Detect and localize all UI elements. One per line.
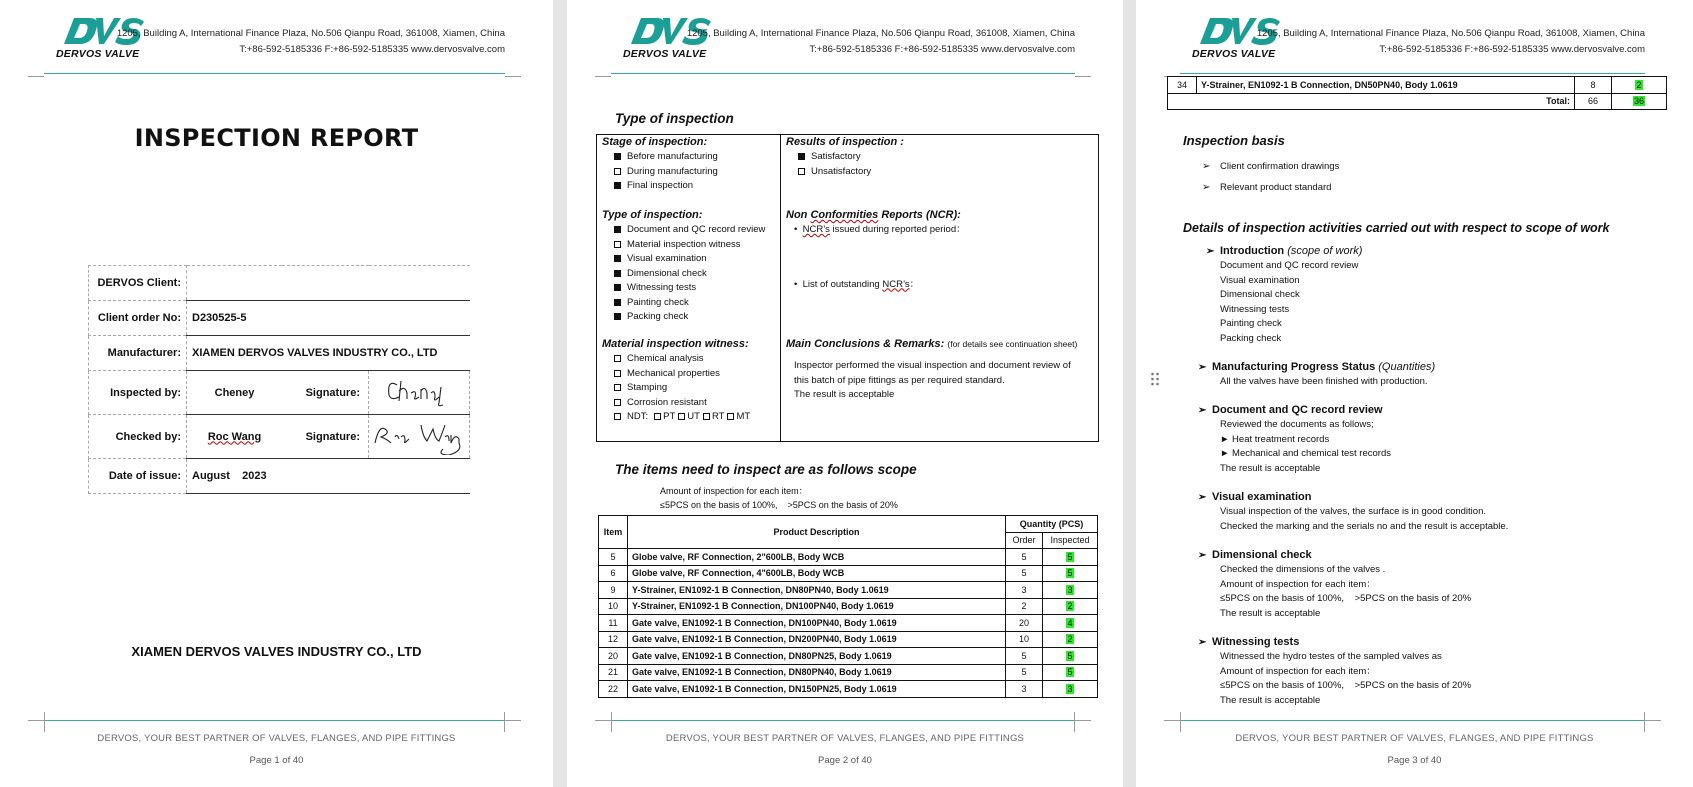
table-row	[599, 582, 1098, 599]
order-label: Client order No:	[89, 301, 187, 336]
checklist-label: Visual examination	[627, 253, 707, 264]
ndt-options	[648, 411, 750, 422]
info-row	[89, 415, 470, 459]
header-rule	[44, 73, 505, 74]
conclusions-heading	[786, 338, 1092, 350]
checklist-item	[602, 352, 750, 367]
ndt-option-label: RT	[711, 411, 725, 422]
document-page-3	[1136, 0, 1693, 787]
checkbox-icon[interactable]	[798, 168, 805, 175]
row-item: 9	[599, 582, 628, 599]
report-title: INSPECTION REPORT	[134, 124, 419, 152]
row-desc: Y-Strainer, EN1092-1 B Connection, DN50PN40, Body 1.0619	[1197, 77, 1575, 94]
basis-item: Client confirmation drawings	[1220, 161, 1340, 172]
crop-mark	[505, 70, 521, 77]
inspector-signature	[369, 371, 470, 415]
ncr-outstanding-item: • List of outstanding NCR’s：	[794, 278, 920, 290]
arrow-bullet-icon: ➢	[1202, 182, 1211, 193]
type-of-inspection-heading: Type of inspection	[615, 111, 734, 126]
row-inspected: 2	[1067, 634, 1073, 645]
row-inspected: 5	[1067, 650, 1073, 661]
conclusions-section	[786, 338, 1092, 403]
block-line: Packing check	[1220, 332, 1282, 344]
order-value[interactable]: D230525-5	[187, 301, 470, 336]
checker-name[interactable]: Roc Wang	[207, 430, 262, 443]
block-line: Heat treatment records	[1232, 433, 1330, 445]
col-order-header: Order	[1006, 532, 1043, 549]
crop-mark	[28, 70, 44, 77]
list-item	[1202, 182, 1339, 203]
material-heading: Material inspection witness:	[602, 338, 749, 350]
table-row	[599, 648, 1098, 665]
row-desc: Gate valve, EN1092-1 B Connection, DN80PN40, Body 1.0619	[628, 664, 1006, 681]
drag-handle-icon[interactable]	[1150, 371, 1160, 387]
ndt-option	[654, 411, 675, 422]
checklist-label: Stamping	[627, 382, 668, 393]
row-item: 10	[599, 598, 628, 615]
crop-mark	[1644, 712, 1645, 732]
row-desc: Gate valve, EN1092-1 B Connection, DN100PN40, Body 1.0619	[628, 615, 1006, 632]
company-name: XIAMEN DERVOS VALVES INDUSTRY CO., LTD	[131, 644, 422, 659]
company-address-block	[1257, 26, 1645, 58]
crop-mark	[611, 712, 612, 732]
checkbox-icon[interactable]	[614, 370, 621, 377]
header-rule	[1180, 73, 1645, 74]
checklist-item	[602, 310, 765, 325]
inspector-name[interactable]: Cheney	[187, 371, 283, 415]
report-info-table	[88, 265, 470, 494]
crop-mark	[1075, 70, 1091, 77]
results-section	[786, 136, 904, 179]
intro-lines	[1206, 259, 1676, 346]
footer-rule	[611, 720, 1075, 721]
checklist-item	[602, 281, 765, 296]
info-row	[89, 301, 470, 336]
company-contact: T:+86-592-5185336 F:+86-592-5185335 www.dervosvalve.com	[239, 44, 505, 55]
ndt-option	[703, 411, 725, 422]
conclusions-heading-text: Main Conclusions & Remarks:	[786, 338, 945, 350]
conclusion-line: Inspector performed the visual inspection and document review of	[794, 360, 1071, 371]
logo-text: DERVOS VALVE	[1192, 48, 1276, 60]
block-line: Checked the dimensions of the valves .	[1220, 564, 1386, 575]
block-line: Checked the marking and the serials no and the result is acceptable.	[1220, 520, 1509, 532]
company-address: 1205, Building A, International Finance Plaza, No.506 Qianpu Road, 361008, Xiamen, China	[116, 28, 505, 39]
manufacturer-label: Manufacturer:	[89, 336, 187, 371]
checkbox-icon[interactable]	[654, 413, 661, 420]
checklist-item	[602, 267, 765, 282]
column-divider	[780, 135, 781, 441]
row-inspected: 2	[1636, 79, 1642, 90]
intro-block	[1206, 243, 1676, 346]
items-table	[598, 515, 1098, 698]
checklist-label: Chemical analysis	[627, 353, 704, 364]
stage-section	[602, 136, 718, 194]
crop-mark	[1645, 720, 1661, 721]
checkbox-icon[interactable]	[614, 168, 621, 175]
col-qty-header: Quantity (PCS)	[1006, 516, 1098, 533]
row-item: 34	[1168, 77, 1197, 94]
block-line: Amount of inspection for each item：	[1220, 578, 1376, 590]
items-table-head	[599, 516, 1098, 549]
block-line: Mechanical and chemical test records	[1232, 448, 1391, 459]
row-inspected: 2	[1067, 601, 1073, 612]
row-item: 11	[599, 615, 628, 632]
crop-mark	[595, 720, 611, 721]
type-list	[602, 223, 765, 325]
row-desc: Globe valve, RF Connection, 4"600LB, Body WCB	[628, 565, 1006, 582]
dimensional-title: Dimensional check	[1212, 549, 1312, 561]
row-order: 20	[1006, 615, 1043, 632]
conclusion-line: The result is acceptable	[794, 389, 895, 400]
page-header	[1136, 0, 1693, 80]
arrow-bullet-icon: ➢	[1202, 161, 1211, 172]
ncr-issued-text: issued during reported period：	[829, 224, 966, 235]
row-order: 5	[1006, 664, 1043, 681]
witnessing-title: Witnessing tests	[1212, 636, 1300, 648]
checkbox-checked-icon[interactable]	[614, 255, 621, 262]
ndt-option-label: PT	[663, 411, 676, 422]
row-order: 3	[1006, 681, 1043, 698]
table-row	[1168, 77, 1667, 94]
ncr-outstanding-word: NCR’s	[882, 278, 910, 290]
ncr-outstanding-colon: ：	[909, 278, 920, 290]
col-inspected-header: Inspected	[1043, 532, 1098, 549]
material-list	[602, 352, 750, 410]
checkbox-icon[interactable]	[678, 413, 685, 420]
signature-image	[369, 371, 469, 411]
checklist-item	[602, 296, 765, 311]
info-row	[89, 371, 470, 415]
signature-label: Signature:	[282, 415, 369, 459]
checkbox-checked-icon[interactable]	[614, 313, 621, 320]
block-line: Amount of inspection for each item：	[1220, 665, 1376, 677]
manufacturer-value[interactable]: XIAMEN DERVOS VALVES INDUSTRY CO., LTD	[187, 336, 470, 371]
info-row	[89, 336, 470, 371]
signature-image	[369, 415, 469, 455]
checklist-item	[786, 165, 904, 180]
items-table-body	[599, 549, 1098, 698]
row-inspected: 5	[1067, 568, 1073, 579]
crop-mark	[595, 70, 611, 77]
checkbox-icon[interactable]	[614, 355, 621, 362]
inspection-basis-heading: Inspection basis	[1183, 133, 1285, 148]
row-desc: Gate valve, EN1092-1 B Connection, DN150PN25, Body 1.0619	[628, 681, 1006, 698]
checklist-label: Packing check	[627, 311, 689, 322]
ncr-outstanding-text: List of outstanding	[802, 278, 883, 290]
table-row	[599, 615, 1098, 632]
arrow-bullet-icon: ➢	[1198, 492, 1207, 503]
ndt-label: NDT:	[627, 411, 649, 422]
block-line: Witnessed the hydro testes of the sampled valves as	[1220, 651, 1442, 662]
row-desc: Globe valve, RF Connection, 2"600LB, Body WCB	[628, 549, 1006, 566]
crop-mark	[1180, 712, 1181, 732]
total-label: Total:	[1197, 93, 1575, 110]
row-item: 6	[599, 565, 628, 582]
document-page-1	[0, 0, 553, 787]
row-desc: Y-Strainer, EN1092-1 B Connection, DN100PN40, Body 1.0619	[628, 598, 1006, 615]
arrow-bullet-icon: ➢	[1198, 637, 1207, 648]
block-line: Visual inspection of the valves, the surface is in good condition.	[1220, 506, 1486, 517]
page-header	[567, 0, 1123, 80]
info-row	[89, 266, 470, 301]
checkbox-icon[interactable]	[614, 384, 621, 391]
visual-block	[1198, 489, 1668, 534]
block-line: ≤5PCS on the basis of 100%, >5PCS on the basis of 20%	[1220, 593, 1472, 604]
date-value[interactable]: August 2023	[187, 459, 470, 494]
stage-list	[602, 150, 718, 194]
block-line: All the valves have been finished with production.	[1220, 376, 1428, 387]
crop-mark	[504, 712, 505, 732]
results-list	[786, 150, 904, 179]
row-order: 8	[1575, 77, 1612, 94]
checkbox-checked-icon[interactable]	[798, 153, 805, 160]
row-order: 5	[1006, 565, 1043, 582]
footer-slogan: DERVOS, YOUR BEST PARTNER OF VALVES, FLANGES, AND PIPE FITTINGS	[1235, 733, 1594, 744]
col-item-header: Item	[599, 516, 628, 549]
checklist-item	[602, 367, 750, 382]
logo-text: DERVOS VALVE	[623, 48, 707, 60]
row-order: 2	[1006, 598, 1043, 615]
ndt-option	[678, 411, 700, 422]
crop-mark	[505, 720, 521, 721]
checklist-item	[602, 223, 765, 238]
arrow-bullet-icon: ➢	[1198, 362, 1207, 373]
ndt-option-label: UT	[687, 411, 700, 422]
block-line: Document and QC record review	[1220, 260, 1359, 271]
row-order: 10	[1006, 631, 1043, 648]
checkbox-checked-icon[interactable]	[614, 153, 621, 160]
checkbox-checked-icon[interactable]	[614, 226, 621, 233]
col-desc-header: Product Description	[628, 516, 1006, 549]
table-row	[599, 565, 1098, 582]
row-item: 20	[599, 648, 628, 665]
checklist-label: Before manufacturing	[627, 151, 718, 162]
checklist-item	[786, 150, 904, 165]
block-line: The result is acceptable	[1220, 462, 1321, 474]
visual-title: Visual examination	[1212, 491, 1312, 503]
checkbox-icon[interactable]	[703, 413, 710, 420]
checkbox-checked-icon[interactable]	[614, 182, 621, 189]
list-item	[1202, 161, 1339, 182]
row-desc: Y-Strainer, EN1092-1 B Connection, DN80PN40, Body 1.0619	[628, 582, 1006, 599]
checklist-label: Final inspection	[627, 180, 694, 191]
ndt-option-label: MT	[736, 411, 751, 422]
results-heading: Results of inspection :	[786, 136, 904, 148]
page-number: Page 2 of 40	[818, 755, 872, 766]
checklist-item	[602, 252, 765, 267]
header-rule	[611, 73, 1075, 74]
ndt-option	[727, 411, 750, 422]
items-table-continued	[1167, 76, 1667, 110]
row-order: 5	[1006, 648, 1043, 665]
checklist-label: Material inspection witness	[627, 238, 741, 250]
crop-mark	[1164, 720, 1180, 721]
total-row	[1168, 93, 1667, 110]
checklist-label: Document and QC record review	[627, 224, 766, 235]
row-item: 21	[599, 664, 628, 681]
arrow-bullet-icon: ➢	[1198, 405, 1207, 416]
info-row	[89, 459, 470, 494]
company-address: 1205, Building A, International Finance Plaza, No.506 Qianpu Road, 361008, Xiamen, China	[1256, 28, 1645, 39]
footer-rule	[44, 720, 505, 721]
checklist-label: Satisfactory	[811, 151, 861, 162]
checklist-item	[602, 150, 718, 165]
row-desc: Gate valve, EN1092-1 B Connection, DN80PN25, Body 1.0619	[628, 648, 1006, 665]
checkbox-checked-icon[interactable]	[614, 284, 621, 291]
checkbox-checked-icon[interactable]	[614, 299, 621, 306]
company-address-block	[687, 26, 1075, 58]
crop-mark	[1075, 720, 1091, 721]
conclusions-note: (for details see continuation sheet)	[947, 339, 1078, 349]
checked-label: Checked by:	[89, 415, 187, 459]
checkbox-icon[interactable]	[614, 399, 621, 406]
total-inspected: 36	[1633, 96, 1644, 107]
checklist-label: Corrosion resistant	[627, 396, 707, 408]
row-order: 5	[1006, 549, 1043, 566]
items-heading: The items need to inspect are as follows scope	[615, 462, 917, 477]
ndt-row	[602, 410, 750, 425]
checkbox-icon[interactable]	[614, 241, 621, 248]
block-line: The result is acceptable	[1220, 694, 1321, 706]
progress-block	[1198, 359, 1668, 390]
checklist-label: Unsatisfactory	[811, 165, 872, 177]
company-contact: T:+86-592-5185336 F:+86-592-5185335 www.dervosvalve.com	[809, 44, 1075, 55]
table-row	[599, 598, 1098, 615]
company-contact: T:+86-592-5185336 F:+86-592-5185335 www.dervosvalve.com	[1379, 44, 1645, 55]
block-line: Painting check	[1220, 318, 1282, 329]
logo-text: DERVOS VALVE	[56, 48, 140, 60]
intro-title: Introduction	[1220, 245, 1285, 257]
block-line: Witnessing tests	[1220, 303, 1290, 315]
checkbox-icon[interactable]	[727, 413, 734, 420]
ncr-heading	[786, 209, 966, 221]
checklist-label: During manufacturing	[627, 165, 718, 177]
type-section	[602, 209, 765, 325]
ncr-heading-text: Conformities	[810, 209, 879, 221]
dimensional-block	[1198, 547, 1668, 621]
checklist-item	[602, 238, 765, 253]
stage-heading: Stage of inspection:	[602, 136, 708, 148]
conclusion-line: this batch of pipe fittings as per required standard.	[794, 374, 1005, 386]
checklist-item	[602, 381, 750, 396]
block-line: Reviewed the documents as follows;	[1220, 419, 1374, 430]
checkbox-checked-icon[interactable]	[614, 270, 621, 277]
checklist-label: Dimensional check	[627, 267, 707, 279]
row-desc: Gate valve, EN1092-1 B Connection, DN200PN40, Body 1.0619	[628, 631, 1006, 648]
details-heading: Details of inspection activities carried out with respect to scope of work	[1183, 221, 1610, 235]
block-line: Visual examination	[1220, 274, 1300, 286]
inspection-basis-list	[1202, 161, 1339, 203]
footer-slogan: DERVOS, YOUR BEST PARTNER OF VALVES, FLANGES, AND PIPE FITTINGS	[97, 733, 456, 744]
checklist-item	[602, 165, 718, 180]
ncr-heading-text: Non	[786, 209, 811, 221]
docqc-title: Document and QC record review	[1212, 404, 1383, 416]
table-row	[599, 681, 1098, 698]
intro-suffix: (scope of work)	[1287, 245, 1363, 257]
row-inspected: 3	[1067, 584, 1073, 595]
page-gap	[553, 0, 567, 787]
row-order: 3	[1006, 582, 1043, 599]
witnessing-block	[1198, 634, 1668, 708]
page-gap	[1123, 0, 1136, 787]
progress-title: Manufacturing Progress Status	[1212, 361, 1376, 373]
checklist-item	[602, 396, 750, 411]
client-label: DERVOS Client:	[89, 266, 187, 301]
date-label: Date of issue:	[89, 459, 187, 494]
basis-item: Relevant product standard	[1220, 182, 1332, 193]
client-value[interactable]	[187, 266, 470, 301]
table-row	[599, 631, 1098, 648]
crop-mark	[44, 712, 45, 732]
document-page-2	[567, 0, 1123, 787]
crop-mark	[28, 720, 44, 721]
ncr-heading-text: Reports (NCR):	[878, 209, 961, 221]
company-address: 1205, Building A, International Finance Plaza, No.506 Qianpu Road, 361008, Xiamen, China	[686, 28, 1075, 39]
block-line: The result is acceptable	[1220, 607, 1321, 619]
amount-line: Amount of inspection for each item：	[660, 486, 808, 496]
row-inspected: 5	[1067, 667, 1073, 678]
footer-slogan: DERVOS, YOUR BEST PARTNER OF VALVES, FLANGES, AND PIPE FITTINGS	[665, 733, 1025, 744]
inspected-label: Inspected by:	[89, 371, 187, 415]
row-inspected: 5	[1067, 551, 1073, 562]
triangle-bullet-icon: ►	[1220, 448, 1233, 459]
ncr-section	[786, 209, 966, 292]
ncr-issued-word: NCR’s	[802, 224, 830, 235]
ncr-issued-item: • NCR’s issued during reported period：	[794, 224, 966, 235]
arrow-bullet-icon: ➢	[1206, 246, 1215, 257]
page-number: Page 1 of 40	[249, 755, 304, 766]
table-row	[599, 549, 1098, 566]
footer-rule	[1180, 720, 1645, 721]
page-header	[0, 0, 553, 80]
row-item: 5	[599, 549, 628, 566]
inspection-type-box	[596, 134, 1099, 442]
checklist-item	[602, 179, 718, 194]
triangle-bullet-icon: ►	[1220, 433, 1233, 445]
material-section	[602, 338, 750, 425]
table-row	[599, 664, 1098, 681]
checklist-label: Witnessing tests	[627, 282, 697, 293]
checkbox-icon[interactable]	[614, 413, 621, 420]
docqc-block	[1198, 402, 1668, 476]
crop-mark	[1074, 712, 1075, 732]
row-inspected: 3	[1067, 683, 1073, 694]
row-inspected: 4	[1067, 617, 1073, 628]
signature-label: Signature:	[282, 371, 369, 415]
type-heading: Type of inspection:	[602, 209, 703, 221]
checker-signature	[369, 415, 470, 459]
arrow-bullet-icon: ➢	[1198, 550, 1207, 561]
page-number: Page 3 of 40	[1387, 755, 1442, 766]
block-line: ≤5PCS on the basis of 100%, >5PCS on the basis of 20%	[1220, 680, 1472, 691]
row-item: 22	[599, 681, 628, 698]
total-order: 66	[1575, 93, 1612, 110]
block-line: Dimensional check	[1220, 289, 1300, 300]
company-address-block	[117, 26, 505, 58]
checklist-label: Mechanical properties	[627, 367, 720, 379]
row-item: 12	[599, 631, 628, 648]
checklist-label: Painting check	[627, 296, 689, 308]
amount-line: ≤5PCS on the basis of 100%, >5PCS on the basis of 20%	[660, 500, 898, 510]
progress-suffix: (Quantities)	[1378, 361, 1436, 373]
